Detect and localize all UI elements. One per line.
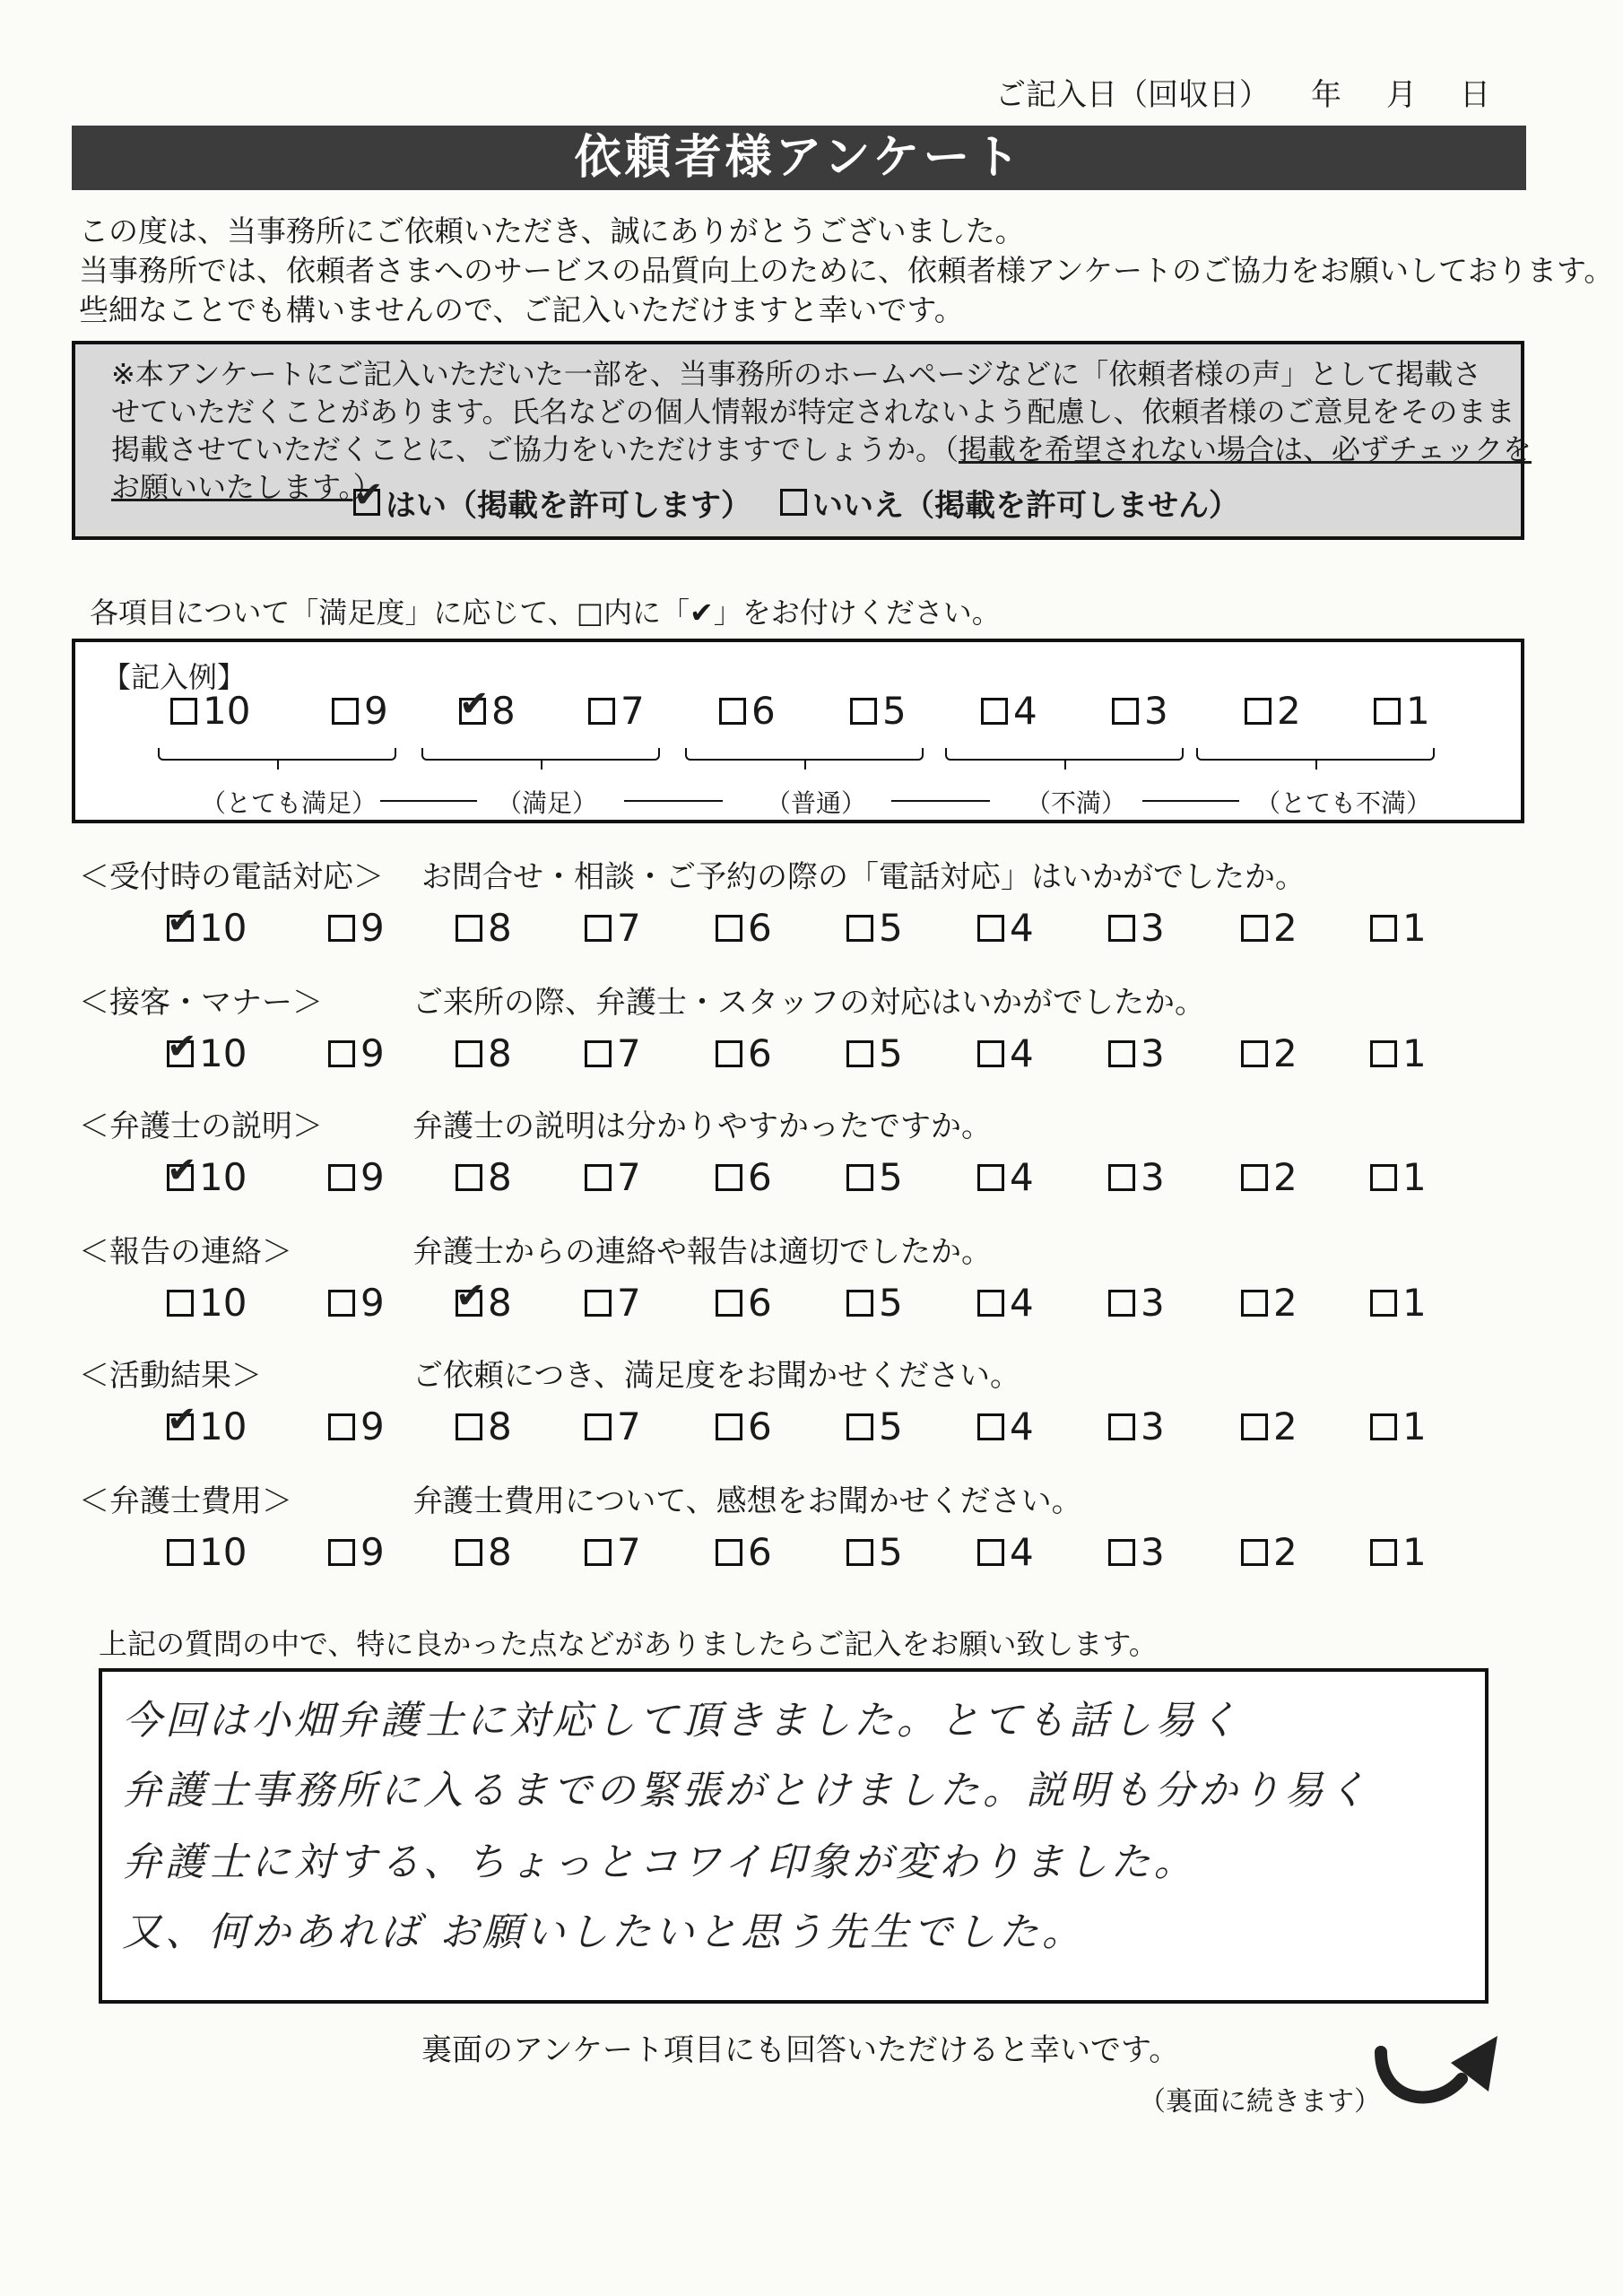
q5-option-4[interactable] — [977, 1405, 1034, 1448]
q6-option-6[interactable] — [716, 1530, 772, 1574]
example-value-3: 3 — [1144, 689, 1168, 733]
q4-checkbox-8[interactable] — [456, 1290, 482, 1317]
q4-value-1: 1 — [1402, 1281, 1427, 1325]
consent-no[interactable]: いいえ（掲載を許可しません） — [780, 481, 1239, 525]
q6-checkbox-9[interactable] — [328, 1539, 355, 1566]
consent-no-checkbox[interactable] — [780, 489, 807, 516]
q4-option-3[interactable] — [1108, 1281, 1165, 1325]
q2-checkbox-5[interactable] — [846, 1040, 873, 1067]
caption-dash-1 — [380, 800, 477, 802]
q1-option-5[interactable] — [846, 906, 903, 950]
q1-value-5: 5 — [879, 906, 903, 950]
q2-checkbox-7[interactable] — [585, 1040, 612, 1067]
q5-value-3: 3 — [1141, 1405, 1165, 1448]
q2-value-3: 3 — [1141, 1031, 1165, 1075]
q5-value-5: 5 — [879, 1405, 903, 1448]
q4-option-8[interactable] — [456, 1281, 512, 1325]
example-option-9[interactable] — [332, 689, 388, 733]
date-label: ご記入日（回収日） — [995, 77, 1270, 113]
q5-option-10[interactable] — [167, 1405, 247, 1448]
example-checkbox-1[interactable] — [1374, 698, 1401, 725]
q1-option-4[interactable] — [977, 906, 1034, 950]
instruction: 各項目について「満足度」に応じて、□内に「✔」をお付けください。 — [90, 596, 1001, 630]
q5-option-2[interactable] — [1241, 1405, 1298, 1448]
q2-checkbox-10[interactable] — [167, 1040, 194, 1067]
q2-value-1: 1 — [1402, 1031, 1427, 1075]
q4-checkbox-5[interactable] — [846, 1290, 873, 1317]
turn-page-arrow-icon — [1363, 2016, 1524, 2115]
q5-option-1[interactable] — [1370, 1405, 1427, 1448]
q3-option-3[interactable] — [1108, 1155, 1165, 1199]
example-checkbox-10[interactable] — [170, 698, 197, 725]
brace-tick-4 — [1064, 759, 1066, 770]
q4-option-1[interactable] — [1370, 1281, 1427, 1325]
q3-value-6: 6 — [748, 1155, 772, 1199]
q4-checkbox-7[interactable] — [585, 1290, 612, 1317]
q5-option-7[interactable] — [585, 1405, 641, 1448]
back-page-note: 裏面のアンケート項目にも回答いただけると幸いです。 — [421, 2032, 1180, 2068]
q3-option-5[interactable] — [846, 1155, 903, 1199]
q1-value-1: 1 — [1402, 906, 1427, 950]
q2-checkbox-4[interactable] — [977, 1040, 1004, 1067]
q1-option-9[interactable] — [328, 906, 385, 950]
q4-option-7[interactable] — [585, 1281, 641, 1325]
q1-option-8[interactable] — [456, 906, 512, 950]
q2-option-7[interactable] — [585, 1031, 641, 1075]
consent-yes-checkbox[interactable] — [353, 489, 380, 516]
example-option-5[interactable] — [850, 689, 907, 733]
q2-option-2[interactable] — [1241, 1031, 1298, 1075]
q2-option-1[interactable] — [1370, 1031, 1427, 1075]
q6-option-1[interactable] — [1370, 1530, 1427, 1574]
example-value-1: 1 — [1406, 689, 1430, 733]
q2-value-7: 7 — [617, 1031, 641, 1075]
q4-checkbox-4[interactable] — [977, 1290, 1004, 1317]
q4-value-9: 9 — [360, 1281, 385, 1325]
intro-line-2: 当事務所では、依頼者さまへのサービスの品質向上のために、依頼者様アンケートのご協力をお願いしております。 — [79, 253, 1614, 288]
q6-option-10[interactable] — [167, 1530, 247, 1574]
q4-value-3: 3 — [1141, 1281, 1165, 1325]
q3-value-7: 7 — [617, 1155, 641, 1199]
notice-line-3: 掲載させていただくことに、ご協力をいただけますでしょうか。（掲載を希望されない場合は、必ずチェックを — [111, 432, 1532, 466]
q6-value-2: 2 — [1273, 1530, 1298, 1574]
q6-option-9[interactable] — [328, 1530, 385, 1574]
q5-option-6[interactable] — [716, 1405, 772, 1448]
q1-checkbox-5[interactable] — [846, 915, 873, 942]
q5-value-1: 1 — [1402, 1405, 1427, 1448]
example-option-1[interactable] — [1374, 689, 1430, 733]
q3-value-10: 10 — [199, 1155, 247, 1199]
example-checkbox-4[interactable] — [981, 698, 1008, 725]
q3-option-8[interactable] — [456, 1155, 512, 1199]
q4-value-2: 2 — [1273, 1281, 1298, 1325]
q5-option-5[interactable] — [846, 1405, 903, 1448]
q1-checkbox-4[interactable] — [977, 915, 1004, 942]
q1-option-7[interactable] — [585, 906, 641, 950]
q1-checkbox-7[interactable] — [585, 915, 612, 942]
q3-value-1: 1 — [1402, 1155, 1427, 1199]
q3-option-10[interactable] — [167, 1155, 247, 1199]
q4-value-4: 4 — [1010, 1281, 1034, 1325]
q2-value-9: 9 — [360, 1031, 385, 1075]
comment-line-4: 又、何かあれば お願いしたいと思う先生でした。 — [122, 1909, 1085, 1955]
q3-checkbox-3[interactable] — [1108, 1164, 1135, 1191]
q1-option-10[interactable] — [167, 906, 247, 950]
q3-checkbox-7[interactable] — [585, 1164, 612, 1191]
q5-checkbox-8[interactable] — [456, 1413, 482, 1440]
q5-checkbox-6[interactable] — [716, 1413, 742, 1440]
example-label: 【記入例】 — [102, 660, 247, 694]
question-label-6: ＜弁護士費用＞ — [79, 1483, 292, 1519]
q3-checkbox-2[interactable] — [1241, 1164, 1268, 1191]
q3-value-3: 3 — [1141, 1155, 1165, 1199]
q4-checkbox-10[interactable] — [167, 1290, 194, 1317]
q2-value-5: 5 — [879, 1031, 903, 1075]
q2-option-8[interactable] — [456, 1031, 512, 1075]
q6-checkbox-8[interactable] — [456, 1539, 482, 1566]
q6-value-9: 9 — [360, 1530, 385, 1574]
q5-value-9: 9 — [360, 1405, 385, 1448]
q4-checkbox-9[interactable] — [328, 1290, 355, 1317]
caption-dash-2 — [624, 800, 723, 802]
example-checkbox-7[interactable] — [588, 698, 615, 725]
year-label: 年 — [1311, 77, 1341, 113]
q2-option-10[interactable] — [167, 1031, 247, 1075]
q2-option-6[interactable] — [716, 1031, 772, 1075]
q4-option-5[interactable] — [846, 1281, 903, 1325]
q6-checkbox-5[interactable] — [846, 1539, 873, 1566]
q2-option-3[interactable] — [1108, 1031, 1165, 1075]
q5-checkbox-7[interactable] — [585, 1413, 612, 1440]
q3-checkbox-1[interactable] — [1370, 1164, 1397, 1191]
q3-option-2[interactable] — [1241, 1155, 1298, 1199]
consent-yes[interactable]: ✔はい（掲載を許可します） — [353, 481, 751, 525]
q1-value-7: 7 — [617, 906, 641, 950]
q5-checkbox-4[interactable] — [977, 1413, 1004, 1440]
q1-value-3: 3 — [1141, 906, 1165, 950]
q4-value-8: 8 — [488, 1281, 512, 1325]
month-label: 月 — [1386, 77, 1417, 113]
q5-checkbox-9[interactable] — [328, 1413, 355, 1440]
q3-value-4: 4 — [1010, 1155, 1034, 1199]
q4-checkbox-3[interactable] — [1108, 1290, 1135, 1317]
example-value-9: 9 — [364, 689, 388, 733]
question-text-2: ご来所の際、弁護士・スタッフの対応はいかがでしたか。 — [412, 985, 1205, 1021]
q3-checkbox-4[interactable] — [977, 1164, 1004, 1191]
intro-line-3: 些細なことでも構いませんので、ご記入いただけますと幸いです。 — [79, 292, 964, 327]
q5-checkbox-10[interactable] — [167, 1413, 194, 1440]
example-option-6[interactable] — [719, 689, 776, 733]
q4-value-5: 5 — [879, 1281, 903, 1325]
q6-checkbox-7[interactable] — [585, 1539, 612, 1566]
q3-value-2: 2 — [1273, 1155, 1298, 1199]
q1-value-10: 10 — [199, 906, 247, 950]
q3-value-9: 9 — [360, 1155, 385, 1199]
q4-checkbox-2[interactable] — [1241, 1290, 1268, 1317]
q4-value-7: 7 — [617, 1281, 641, 1325]
q5-option-3[interactable] — [1108, 1405, 1165, 1448]
q1-checkbox-1[interactable] — [1370, 915, 1397, 942]
q6-checkbox-6[interactable] — [716, 1539, 742, 1566]
q6-value-4: 4 — [1010, 1530, 1034, 1574]
example-value-8: 8 — [491, 689, 516, 733]
brace-tick-3 — [804, 759, 806, 770]
q4-option-10[interactable] — [167, 1281, 247, 1325]
q6-option-8[interactable] — [456, 1530, 512, 1574]
q5-checkbox-5[interactable] — [846, 1413, 873, 1440]
q2-checkbox-1[interactable] — [1370, 1040, 1397, 1067]
caption-very-dissatisfied: （とても不満） — [1255, 788, 1432, 818]
q4-value-6: 6 — [748, 1281, 772, 1325]
notice-underline-a: 掲載を希望されない場合は、必ずチェックを — [958, 432, 1532, 466]
example-checkbox-6[interactable] — [719, 698, 746, 725]
example-option-3[interactable] — [1112, 689, 1168, 733]
example-checkbox-5[interactable] — [850, 698, 877, 725]
brace-tick-1 — [277, 759, 279, 770]
q1-option-2[interactable] — [1241, 906, 1298, 950]
comment-line-1: 今回は小畑弁護士に対応して頂きました。とても話し易く — [122, 1698, 1241, 1744]
example-option-4[interactable] — [981, 689, 1037, 733]
q2-value-6: 6 — [748, 1031, 772, 1075]
q5-value-10: 10 — [199, 1405, 247, 1448]
question-label-5: ＜活動結果＞ — [79, 1358, 262, 1394]
q6-option-2[interactable] — [1241, 1530, 1298, 1574]
question-text-5: ご依頼につき、満足度をお聞かせください。 — [412, 1358, 1020, 1394]
brace-tick-2 — [541, 759, 542, 770]
question-text-6: 弁護士費用について、感想をお聞かせください。 — [412, 1483, 1082, 1519]
q5-checkbox-1[interactable] — [1370, 1413, 1397, 1440]
comment-prompt: 上記の質問の中で、特に良かった点などがありましたらご記入をお願い致します。 — [99, 1627, 1158, 1661]
example-box — [72, 639, 1524, 823]
q4-option-2[interactable] — [1241, 1281, 1298, 1325]
q5-option-9[interactable] — [328, 1405, 385, 1448]
q6-option-5[interactable] — [846, 1530, 903, 1574]
q6-checkbox-2[interactable] — [1241, 1539, 1268, 1566]
q1-option-1[interactable] — [1370, 906, 1427, 950]
q2-value-8: 8 — [488, 1031, 512, 1075]
continue-note: （裏面に続きます） — [1139, 2086, 1381, 2118]
q1-checkbox-9[interactable] — [328, 915, 355, 942]
question-label-1: ＜受付時の電話対応＞ — [79, 859, 384, 895]
example-value-5: 5 — [882, 689, 907, 733]
caption-neutral: （普通） — [766, 788, 867, 818]
q3-option-6[interactable] — [716, 1155, 772, 1199]
caption-dissatisfied: （不満） — [1026, 788, 1127, 818]
example-value-7: 7 — [621, 689, 645, 733]
question-label-4: ＜報告の連絡＞ — [79, 1234, 292, 1270]
q4-option-9[interactable] — [328, 1281, 385, 1325]
q6-value-1: 1 — [1402, 1530, 1427, 1574]
q1-option-3[interactable] — [1108, 906, 1165, 950]
caption-dash-3 — [891, 800, 990, 802]
example-checkbox-2[interactable] — [1245, 698, 1271, 725]
example-option-8[interactable] — [459, 689, 516, 733]
q3-checkbox-5[interactable] — [846, 1164, 873, 1191]
example-option-2[interactable] — [1245, 689, 1301, 733]
q3-option-7[interactable] — [585, 1155, 641, 1199]
q5-value-7: 7 — [617, 1405, 641, 1448]
q4-checkbox-6[interactable] — [716, 1290, 742, 1317]
q3-value-8: 8 — [488, 1155, 512, 1199]
q2-option-5[interactable] — [846, 1031, 903, 1075]
q6-value-6: 6 — [748, 1530, 772, 1574]
example-value-6: 6 — [751, 689, 776, 733]
question-text-4: 弁護士からの連絡や報告は適切でしたか。 — [412, 1234, 992, 1270]
day-label: 日 — [1460, 77, 1490, 113]
q6-value-5: 5 — [879, 1530, 903, 1574]
publication-notice — [72, 341, 1532, 540]
q1-checkbox-6[interactable] — [716, 915, 742, 942]
q4-option-6[interactable] — [716, 1281, 772, 1325]
q1-checkbox-3[interactable] — [1108, 915, 1135, 942]
q6-value-7: 7 — [617, 1530, 641, 1574]
q1-checkbox-8[interactable] — [456, 915, 482, 942]
q5-checkbox-3[interactable] — [1108, 1413, 1135, 1440]
comment-line-3: 弁護士に対する、ちょっとコワイ印象が変わりました。 — [122, 1839, 1197, 1885]
caption-very-satisfied: （とても満足） — [201, 788, 378, 818]
notice-line-4: お願いいたします。） — [111, 470, 382, 504]
q2-option-4[interactable] — [977, 1031, 1034, 1075]
q6-option-3[interactable] — [1108, 1530, 1165, 1574]
q3-checkbox-6[interactable] — [716, 1164, 742, 1191]
q6-option-4[interactable] — [977, 1530, 1034, 1574]
question-text-3: 弁護士の説明は分かりやすかったですか。 — [412, 1109, 992, 1144]
q6-checkbox-10[interactable] — [167, 1539, 194, 1566]
q5-value-2: 2 — [1273, 1405, 1298, 1448]
q3-option-4[interactable] — [977, 1155, 1034, 1199]
q6-checkbox-4[interactable] — [977, 1539, 1004, 1566]
q1-value-2: 2 — [1273, 906, 1298, 950]
q1-value-4: 4 — [1010, 906, 1034, 950]
intro-line-1: この度は、当事務所にご依頼いただき、誠にありがとうございました。 — [79, 213, 1025, 248]
example-option-10[interactable] — [170, 689, 250, 733]
example-checkbox-9[interactable] — [332, 698, 359, 725]
notice-line-2: せていただくことがあります。氏名などの個人情報が特定されないよう配慮し、依頼者様のご意見をそのまま — [111, 395, 1515, 429]
q4-checkbox-1[interactable] — [1370, 1290, 1397, 1317]
q6-value-3: 3 — [1141, 1530, 1165, 1574]
q3-checkbox-9[interactable] — [328, 1164, 355, 1191]
q2-option-9[interactable] — [328, 1031, 385, 1075]
q5-checkbox-2[interactable] — [1241, 1413, 1268, 1440]
caption-dash-4 — [1142, 800, 1239, 802]
q4-value-10: 10 — [199, 1281, 247, 1325]
page-title: 依頼者様アンケート — [72, 126, 1526, 190]
brace-tick-5 — [1315, 759, 1317, 770]
q1-value-9: 9 — [360, 906, 385, 950]
q5-value-6: 6 — [748, 1405, 772, 1448]
q6-checkbox-3[interactable] — [1108, 1539, 1135, 1566]
q5-value-8: 8 — [488, 1405, 512, 1448]
q3-value-5: 5 — [879, 1155, 903, 1199]
comment-box[interactable] — [99, 1668, 1488, 2004]
q2-checkbox-9[interactable] — [328, 1040, 355, 1067]
notice-underline-b: お願いいたします。 — [111, 470, 353, 504]
comment-line-2: 弁護士事務所に入るまでの緊張がとけました。説明も分かり易く — [122, 1768, 1370, 1813]
q2-checkbox-3[interactable] — [1108, 1040, 1135, 1067]
q3-option-1[interactable] — [1370, 1155, 1427, 1199]
q1-checkbox-10[interactable] — [167, 915, 194, 942]
q1-value-8: 8 — [488, 906, 512, 950]
q3-option-9[interactable] — [328, 1155, 385, 1199]
q2-value-10: 10 — [199, 1031, 247, 1075]
q2-value-2: 2 — [1273, 1031, 1298, 1075]
q1-checkbox-2[interactable] — [1241, 915, 1268, 942]
q5-value-4: 4 — [1010, 1405, 1034, 1448]
q4-option-4[interactable] — [977, 1281, 1034, 1325]
q6-value-8: 8 — [488, 1530, 512, 1574]
q6-checkbox-1[interactable] — [1370, 1539, 1397, 1566]
notice-line-1: ※本アンケートにご記入いただいた一部を、当事務所のホームページなどに「依頼者様の声」として掲載さ — [111, 357, 1482, 391]
q2-value-4: 4 — [1010, 1031, 1034, 1075]
q6-option-7[interactable] — [585, 1530, 641, 1574]
q1-option-6[interactable] — [716, 906, 772, 950]
example-value-10: 10 — [203, 689, 251, 733]
example-value-2: 2 — [1277, 689, 1301, 733]
example-value-4: 4 — [1013, 689, 1037, 733]
question-text-1: お問合せ・相談・ご予約の際の「電話対応」はいかがでしたか。 — [421, 859, 1306, 895]
q5-option-8[interactable] — [456, 1405, 512, 1448]
q2-checkbox-2[interactable] — [1241, 1040, 1268, 1067]
question-label-3: ＜弁護士の説明＞ — [79, 1109, 323, 1144]
q3-checkbox-8[interactable] — [456, 1164, 482, 1191]
q6-value-10: 10 — [199, 1530, 247, 1574]
q1-value-6: 6 — [748, 906, 772, 950]
question-label-2: ＜接客・マナー＞ — [79, 985, 323, 1021]
caption-satisfied: （満足） — [497, 788, 598, 818]
example-checkbox-3[interactable] — [1112, 698, 1139, 725]
example-option-7[interactable] — [588, 689, 645, 733]
q2-checkbox-6[interactable] — [716, 1040, 742, 1067]
q3-checkbox-10[interactable] — [167, 1164, 194, 1191]
example-checkbox-8[interactable] — [459, 698, 486, 725]
q2-checkbox-8[interactable] — [456, 1040, 482, 1067]
